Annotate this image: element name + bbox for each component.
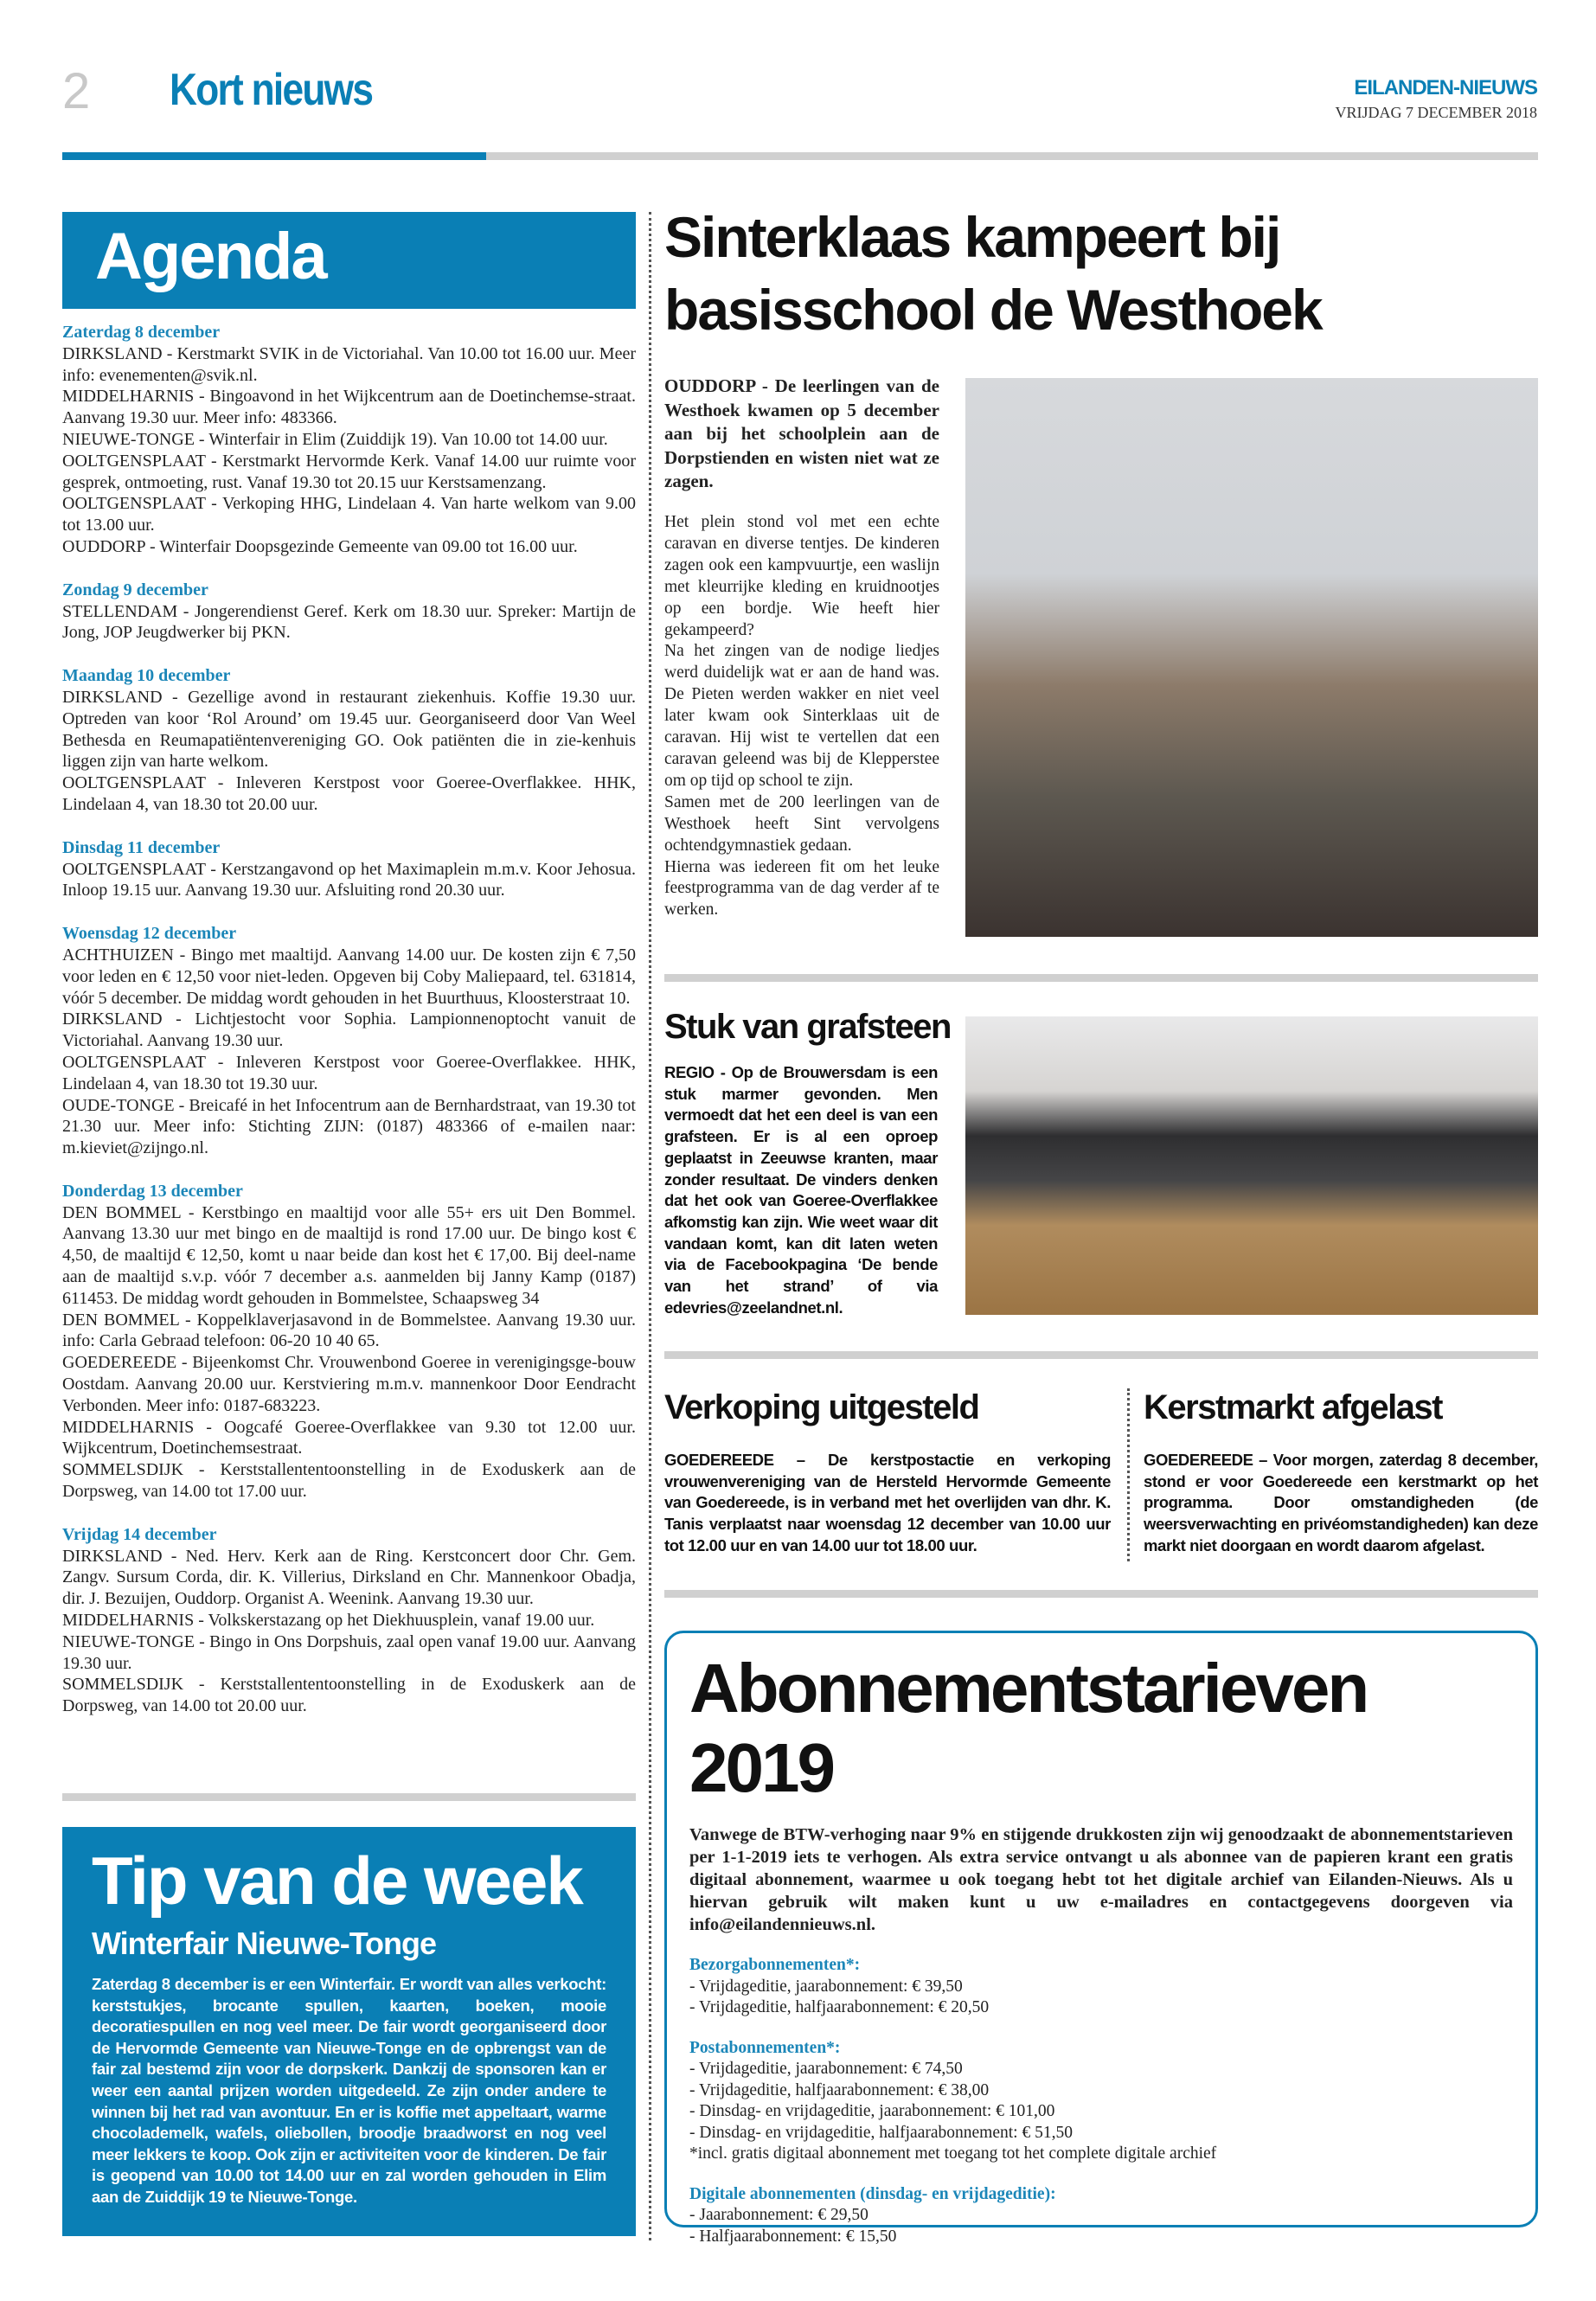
subscription-intro: Vanwege de BTW-verhoging naar 9% en stijgende drukkosten zijn wij genoodzaakt de abonnementstarieven per 1-1-2019 iets te verhogen. Als extra service ontvangt u als abonnee van de papieren krant een gratis digitaal abonnement, waarmee u ook toegang hebt tot het digitale archief van Eilanden-Nieuws. Als u hiervan gebruik wilt maken kunt u uw e-mailadres en contactgegevens doorgeven via info@eilandennieuws.nl.: [689, 1825, 1513, 1934]
rate-group: [689, 1955, 1513, 2019]
verkoping-headline: Verkoping uitgesteld: [664, 1388, 979, 1426]
rate-group-heading: Postabonnementen*:: [689, 2038, 841, 2057]
kerstmarkt-headline: Kerstmarkt afgelast: [1144, 1388, 1442, 1426]
rate-group-heading: Bezorgabonnementen*:: [689, 1956, 861, 1974]
rate-group-heading: Digitale abonnementen (dinsdag- en vrijdageditie):: [689, 2184, 1056, 2203]
separator: [664, 1351, 1538, 1359]
agenda-entry: MIDDELHARNIS - Volkskerstazang op het Diekhuusplein, vanaf 19.00 uur.: [62, 1611, 595, 1631]
agenda-entry: OOLTGENSPLAAT - Kerstmarkt Hervormde Kerk. Vanaf 14.00 uur ruimte voor gesprek, ontmoeting, rust. Vanaf 19.30 tot 20.15 uur Kerstsamenzang.: [62, 451, 636, 492]
agenda-day-heading: Vrijdag 14 december: [62, 1524, 217, 1544]
agenda-entry: OUDE-TONGE - Breicafé in het Infocentrum aan de Bernhardstraat, van 19.30 tot 21.30 uur. Meer info: Stichting ZIJN: (0187) 483366 of e-mailen naar: m.kieviet@zijngo.nl.: [62, 1095, 636, 1158]
agenda-entry: OOLTGENSPLAAT - Kerstzangavond op het Maximaplein m.m.v. Koor Jehosua. Inloop 19.15 uur. Aanvang 19.30 uur. Afsluiting rond 20.30 uur.: [62, 859, 636, 901]
agenda-entry: DEN BOMMEL - Koppelklaverjasavond in de Bommelstee. Aanvang 19.30 uur. info: Carla Gebraad telefoon: 06-20 10 40 65.: [62, 1310, 636, 1351]
issue-date: VRIJDAG 7 DECEMBER 2018: [1335, 104, 1537, 121]
agenda-entry: GOEDEREEDE - Bijeenkomst Chr. Vrouwenbond Goeree in verenigingsge-bouw Oostdam. Aanvang 20.00 uur. Kerstviering m.m.v. mannenkoor Door Eendracht Verbonden. Meer info: 0187-683223.: [62, 1353, 636, 1415]
separator: [664, 1590, 1538, 1598]
separator: [62, 1793, 636, 1801]
agenda-entry: STELLENDAM - Jongerendienst Geref. Kerk om 18.30 uur. Spreker: Martijn de Jong, JOP Jeugdwerker bij PKN.: [62, 601, 636, 643]
rate-group: [689, 2184, 1513, 2248]
sinterklaas-photo: [965, 378, 1538, 937]
agenda-day-heading: Donderdag 13 december: [62, 1181, 243, 1201]
agenda-entry: OOLTGENSPLAAT - Inleveren Kerstpost voor Goeree-Overflakkee. HHK, Lindelaan 4, van 18.30 tot 20.00 uur.: [62, 773, 636, 814]
header-rule-accent: [62, 152, 486, 160]
rate-item: - Vrijdageditie, jaarabonnement: € 74,50: [689, 2060, 963, 2078]
rate-item: - Halfjaarabonnement: € 15,50: [689, 2227, 897, 2246]
subscription-box: [664, 1631, 1538, 2246]
agenda-day-heading: Woensdag 12 december: [62, 924, 237, 944]
tip-subtitle: Winterfair Nieuwe-Tonge: [92, 1926, 437, 1961]
kerstmarkt-text: GOEDEREEDE – Voor morgen, zaterdag 8 december, stond er voor Goedereede een kerstmarkt op het programma. Door omstandigheden (de weersverwachting en privéomstandigheden) kan deze markt niet doorgaan en wordt daarom afgelast.: [1144, 1451, 1538, 1554]
rate-group: [689, 2038, 1513, 2165]
section-title: Kort nieuws: [170, 65, 373, 115]
grafsteen-headline: Stuk van grafsteen: [664, 1008, 951, 1046]
agenda-entry: NIEUWE-TONGE - Bingo in Ons Dorpshuis, zaal open vanaf 19.00 uur. Aanvang 19.30 uur.: [62, 1631, 636, 1673]
agenda-entry: DIRKSLAND - Ned. Herv. Kerk aan de Ring. Kerstconcert door Chr. Gem. Zangv. Sursum Corda, dir. K. Villerius, Dirksland en Chr. Mannenkoor Obadja, dir. J. Bezuijen, Ouddorp. Organist A. Weenink. Aanvang 19.30 uur.: [62, 1546, 636, 1609]
main-headline: Sinterklaas kampeert bij basisschool de Westhoek: [664, 205, 1322, 342]
agenda-entry: DEN BOMMEL - Kerstbingo en maaltijd voor alle 55+ ers uit Den Bommel. Aanvang 13.30 uur met bingo en de maaltijd is rond 17.00 uur. De bingo kost € 4,50, de maaltijd € 12,50, komt u naar beide dan kost het € 17,00. Bij deel-name aan de maaltijd s.v.p. vóór 7 december a.s. aanmelden bij Janny Kamp (0187) 611453. De middag wordt gehouden in Bommelstee, Schaapsweg 34: [62, 1202, 636, 1308]
main-body: [664, 512, 939, 921]
page-number: 2: [62, 63, 91, 119]
rate-item: *incl. gratis digitaal abonnement met toegang tot het complete digitale archief: [689, 2144, 1217, 2163]
agenda-entry: MIDDELHARNIS - Bingoavond in het Wijkcentrum aan de Doetinchemse-straat. Aanvang 19.30 uur. Meer info: 483366.: [62, 387, 636, 428]
gravestone-photo: [965, 1016, 1538, 1315]
agenda-day-heading: Zondag 9 december: [62, 580, 208, 599]
tip-text: Zaterdag 8 december is er een Winterfair. Er wordt van alles verkocht: kerststukjes, brocante spullen, kaarten, boeken, mooie decoratiespullen en nog veel meer. De fair wordt georganiseerd door de Hervormde Gemeente van Nieuwe-Tonge en de opbrengst van de fair zal bestemd zijn voor de dorpskerk. Dankzij de sponsoren kan er weer een aantal prijzen worden uitgedeeld. Ze zijn onder andere te winnen bij het rad van avontuur. En er is koffie met appeltaart, warme chocolademelk, wafels, oliebollen, broodje braadworst en nog veel meer lekkers te koop. Ook zijn er activiteiten voor de kinderen. De fair is geopend van 10.00 tot 14.00 uur en zal worden gehouden in Elim aan de Zuiddijk 19 te Nieuwe-Tonge.: [92, 1975, 606, 2206]
grafsteen-text: REGIO - Op de Brouwersdam is een stuk marmer gevonden. Men vermoedt dat het een deel is van een grafsteen. Er is al een oproep geplaatst in Zeeuwse kranten, maar zonder resultaat. De vinders denken dat het ook van Goeree-Overflakkee afkomstig kan zijn. Wie weet waar dit vandaan komt, kan dit laten weten via de Facebookpagina ‘De bende van het strand’ of via edevries@zeelandnet.nl.: [664, 1063, 938, 1317]
agenda-entry: DIRKSLAND - Gezellige avond in restaurant ziekenhuis. Koffie 19.30 uur. Optreden van koor ‘Rol Around’ om 19.45 uur. Georganiseerd door Van Weel Bethesda en Reumapatiëntenvereniging GO. Ook patiënten die in zie-kenhuis liggen zijn van harte welkom.: [62, 687, 636, 772]
agenda-entry: DIRKSLAND - Lichtjestocht voor Sophia. Lampionnenoptocht vanuit de Victoriahal. Aanvang 19.30 uur.: [62, 1009, 636, 1051]
agenda-entry: NIEUWE-TONGE - Winterfair in Elim (Zuiddijk 19). Van 10.00 tot 14.00 uur.: [62, 429, 608, 449]
header-rule: [486, 152, 1538, 160]
agenda-entry: OOLTGENSPLAAT - Inleveren Kerstpost voor Goeree-Overflakkee. HHK, Lindelaan 4, van 18.30 tot 19.30 uur.: [62, 1052, 636, 1093]
paragraph: Hierna was iedereen fit om het leuke feestprogramma van de dag verder af te werken.: [664, 857, 939, 920]
agenda-entry: ACHTHUIZEN - Bingo met maaltijd. Aanvang 14.00 uur. De kosten zijn € 7,50 voor leden en € 12,50 voor niet-leden. Opgeven bij Coby Maliepaard, tel. 631814, vóór 5 december. De middag wordt gehouden in het Buurthuus, Kloosterstraat 10.: [62, 945, 636, 1008]
tip-title: Tip van de week: [92, 1843, 582, 1919]
newspaper-logo: EILANDEN-NIEUWS: [1354, 76, 1537, 99]
rate-item: - Vrijdageditie, jaarabonnement: € 39,50: [689, 1977, 963, 1996]
tip-of-week-box: [62, 1827, 636, 2236]
verkoping-text: GOEDEREEDE – De kerstpostactie en verkoping vrouwenvereniging van de Hersteld Hervormde Gemeente van Goedereede, is in verband met het overlijden van dhr. K. Tanis verplaatst naar woensdag 12 december van 10.00 uur tot 12.00 uur en van 14.00 uur tot 18.00 uur.: [664, 1451, 1111, 1554]
agenda-entry: DIRKSLAND - Kerstmarkt SVIK in de Victoriahal. Van 10.00 tot 16.00 uur. Meer info: evenementen@svik.nl.: [62, 343, 636, 385]
agenda-entry: SOMMELSDIJK - Kerststallententoonstelling in de Exoduskerk aan de Dorpsweg, van 14.00 tot 17.00 uur.: [62, 1460, 636, 1502]
agenda-entry: SOMMELSDIJK - Kerststallententoonstelling in de Exoduskerk aan de Dorpsweg, van 14.00 tot 20.00 uur.: [62, 1675, 636, 1716]
agenda-day-heading: Dinsdag 11 december: [62, 837, 221, 857]
agenda-entry: MIDDELHARNIS - Oogcafé Goeree-Overflakkee van 9.30 tot 12.00 uur. Wijkcentrum, Doetinchemsestraat.: [62, 1417, 636, 1458]
agenda-entry: OOLTGENSPLAAT - Verkoping HHG, Lindelaan 4. Van harte welkom van 9.00 tot 13.00 uur.: [62, 494, 636, 535]
column-divider: [1127, 1388, 1130, 1561]
separator: [664, 974, 1538, 982]
rate-item: - Jaarabonnement: € 29,50: [689, 2206, 869, 2224]
main-lead: OUDDORP - De leerlingen van de Westhoek kwamen op 5 december aan bij het schoolplein aan de Dorpstienden en wisten niet wat ze zagen.: [664, 375, 939, 492]
rate-item: - Vrijdageditie, halfjaarabonnement: € 20,50: [689, 1998, 990, 2016]
column-divider: [649, 212, 651, 2240]
paragraph: Samen met de 200 leerlingen van de Westhoek heeft Sint vervolgens ochtendgymnastiek gedaan.: [664, 792, 939, 855]
paragraph: Na het zingen van de nodige liedjes werd duidelijk wat er aan de hand was. De Pieten werden wakker en niet veel later kwam ook Sinterklaas uit de caravan. Hij wist te vertellen dat een caravan geleend was bij de Klepperstee om op tijd op school te zijn.: [664, 642, 939, 790]
rate-item: - Dinsdag- en vrijdageditie, halfjaarabonnement: € 51,50: [689, 2123, 1073, 2142]
agenda-day-heading: Zaterdag 8 december: [62, 323, 221, 342]
paragraph: Het plein stond vol met een echte caravan en diverse tentjes. De kinderen zagen ook een kampvuurtje, een waslijn met kleurrijke kleding en kruidnootjes op een bordje. Wie heeft hier gekampeerd?: [664, 513, 939, 639]
agenda-day-heading: Maandag 10 december: [62, 666, 231, 686]
agenda-list: [62, 322, 636, 1717]
rate-item: - Dinsdag- en vrijdageditie, jaarabonnement: € 101,00: [689, 2102, 1055, 2120]
agenda-title: Agenda: [62, 212, 636, 309]
subscription-title: Abonnementstarieven 2019: [689, 1650, 1368, 1806]
rate-item: - Vrijdageditie, halfjaarabonnement: € 38,00: [689, 2080, 990, 2099]
agenda-entry: OUDDORP - Winterfair Doopsgezinde Gemeente van 09.00 tot 16.00 uur.: [62, 536, 578, 556]
